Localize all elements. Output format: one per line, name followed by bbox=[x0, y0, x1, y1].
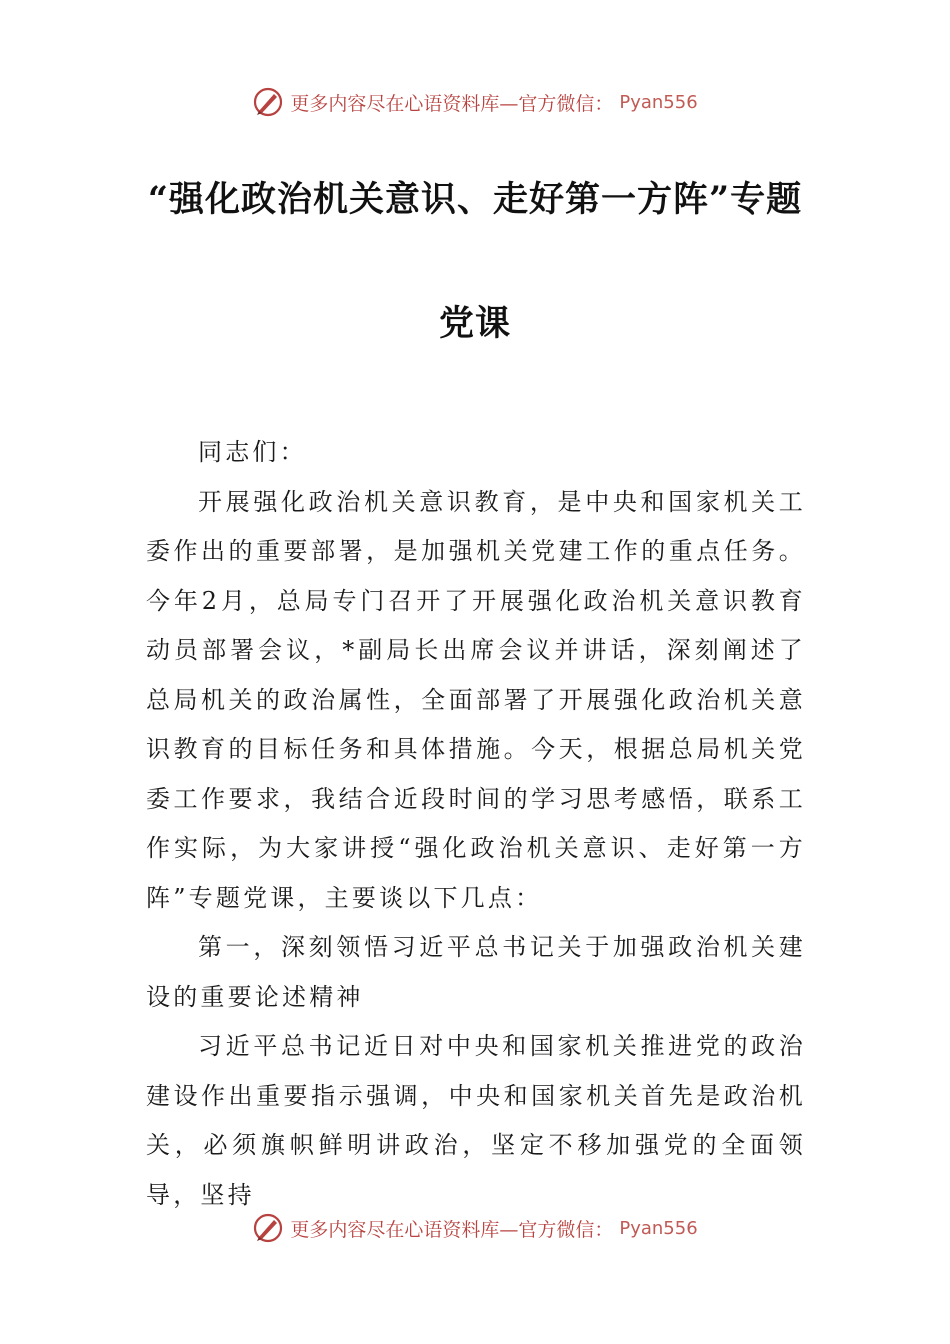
document-title-line-1: “强化政治机关意识、走好第一方阵”专题 bbox=[147, 179, 803, 220]
section-heading-1: 第一，深刻领悟习近平总书记关于加强政治机关建设的重要论述精神 bbox=[146, 933, 806, 1011]
watermark-handle: Pyan556 bbox=[619, 91, 698, 113]
paragraph-2: 习近平总书记近日对中央和国家机关推进党的政治建设作出重要指示强调，中央和国家机关首先是政治机关，必须旗帜鲜明讲政治，坚定不移加强党的全面领导，坚持 bbox=[146, 1032, 806, 1209]
pen-circle-logo-icon bbox=[252, 1212, 284, 1244]
watermark-handle: Pyan556 bbox=[619, 1217, 698, 1239]
paragraph-intro: 开展强化政治机关意识教育，是中央和国家机关工委作出的重要部署，是加强机关党建工作的重点任务。今年2月，总局专门召开了开展强化政治机关意识教育动员部署会议，*副局长出席会议并讲话，深刻阐述了总局机关的政治属性，全面部署了开展强化政治机关意识教育的目标任务和具体措施。今天，根据总局机关党委工作要求，我结合近段时间的学习思考感悟，联系工作实际，为大家讲授“强化政治机关意识、走好第一方阵”专题党课，主要谈以下几点： bbox=[146, 487, 806, 912]
watermark-footer bbox=[0, 1212, 950, 1244]
watermark-header bbox=[0, 86, 950, 118]
pen-circle-logo-icon bbox=[252, 86, 284, 118]
watermark-text: 更多内容尽在心语资料库—官方微信： bbox=[290, 92, 614, 115]
watermark-text: 更多内容尽在心语资料库—官方微信： bbox=[290, 1218, 614, 1241]
salutation: 同志们： bbox=[198, 438, 307, 466]
document-body bbox=[146, 428, 806, 1220]
document-title-line-2: 党课 bbox=[438, 303, 511, 344]
